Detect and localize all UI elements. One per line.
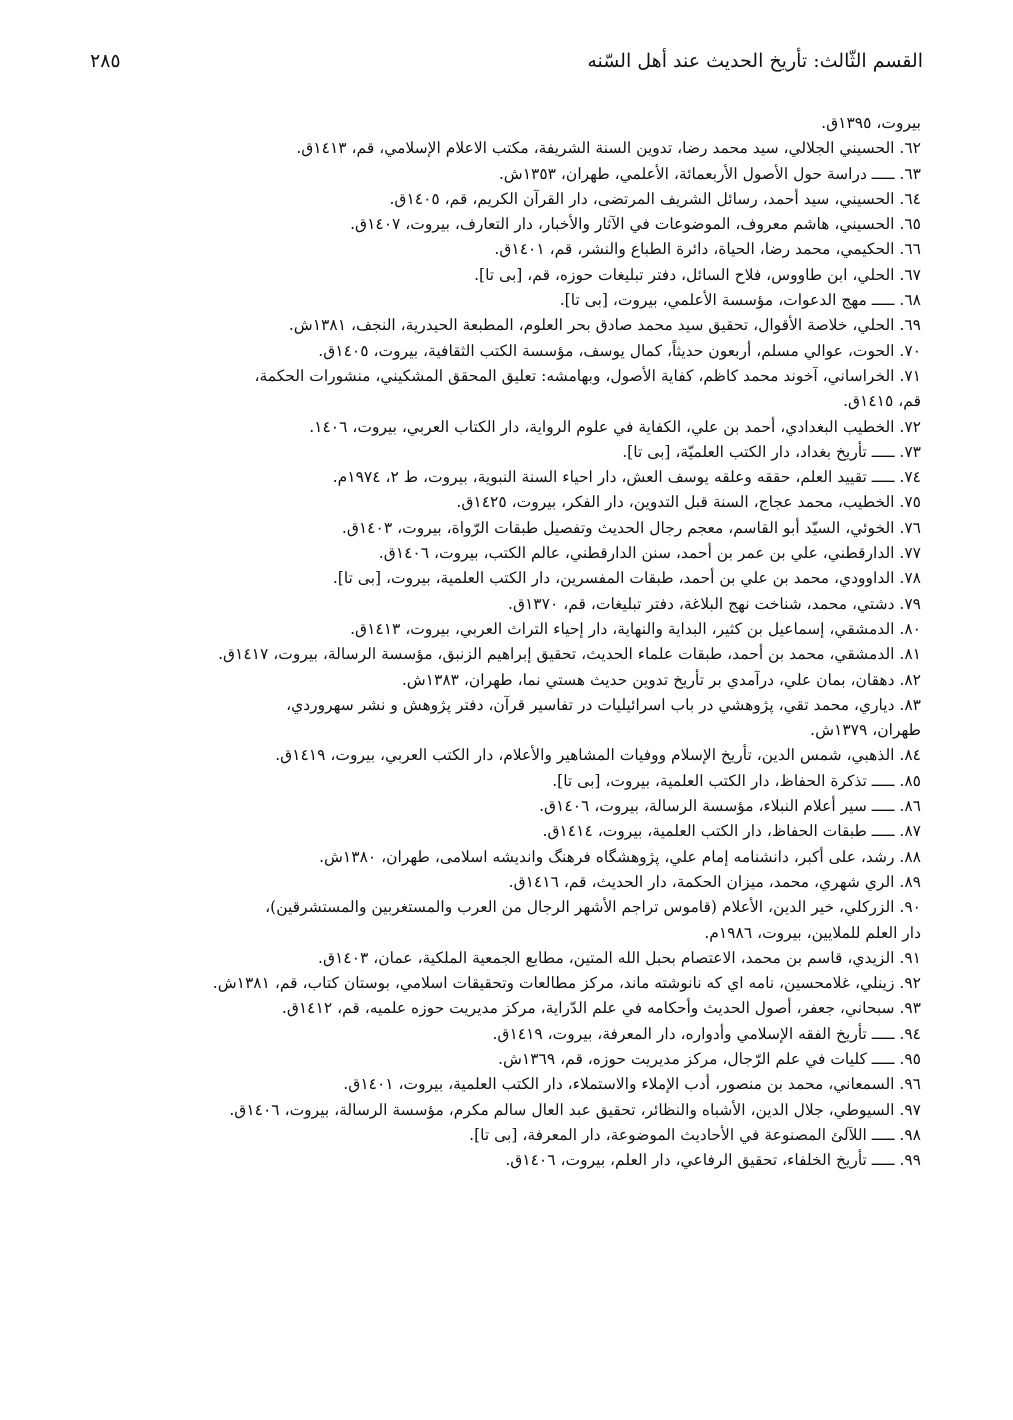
bibliography-line: ٧٥. الخطيب، محمد عجاج، السنة قبل التدوين، دار الفكر، بيروت، ١٤٢٥ق. [456,493,921,512]
bibliography-line: ٦٩. الحلي، خلاصة الأقوال، تحقيق سيد محمد صادق بحر العلوم، المطبعة الحيدرية، النجف، ١٣٨١ش. [288,316,921,335]
bibliography-line: ٧٤. ـــــ تقييد العلم، حققه وعلقه يوسف العش، دار احياء السنة النبوية، بيروت، ط ٢، ١٩٧٤م. [332,468,921,487]
bibliography-line: ٧١. الخراساني، آخوند محمد كاظم، كفاية الأصول، وبهامشه: تعليق المحقق المشكيني، منشورات الحكمة، [254,366,921,385]
bibliography-line: ٦٧. الحلي، ابن طاووس، فلاح السائل، دفتر تبليغات حوزه، قم، [بى تا]. [474,265,921,284]
bibliography-line: ٩٦. السمعاني، محمد بن منصور، أدب الإملاء والاستملاء، دار الكتب العلمية، بيروت، ١٤٠١ق. [343,1075,921,1094]
bibliography-line: ٦٨. ـــــ مهج الدعوات، مؤسسة الأعلمي، بيروت، [بى تا]. [559,291,921,310]
bibliography-line: ٦٢. الحسيني الجلالي، سيد محمد رضا، تدوين السنة الشريفة، مكتب الاعلام الإسلامي، قم، ١٤١٣ق. [296,139,921,158]
bibliography-line: دار العلم للملايين، بيروت، ١٩٨٦م. [704,923,921,942]
bibliography-line: ٩٤. ـــــ تأريخ الفقه الإسلامي وأدواره، دار المعرفة، بيروت، ١٤١٩ق. [492,1024,921,1043]
bibliography-line: قم، ١٤١٥ق. [843,392,921,411]
bibliography-line: ٨٩. الري شهري، محمد، ميزان الحكمة، دار الحديث، قم، ١٤١٦ق. [508,872,921,891]
bibliography-list [81,111,921,1173]
bibliography-line: ٨٠. الدمشقي، إسماعيل بن كثير، البداية والنهاية، دار إحياء التراث العربي، بيروت، ١٤١٣ق. [350,619,921,638]
bibliography-line: ٩٥. ـــــ كليات في علم الرّجال، مركز مديريت حوزه، قم، ١٣٦٩ش. [498,1049,921,1068]
bibliography-line: ٩٣. سبحاني، جعفر، أصول الحديث وأحكامه في علم الدّراية، مركز مديريت حوزه علميه، قم، ١٤١٢ق. [281,999,921,1018]
bibliography-line: ٩٩. ـــــ تأريخ الخلفاء، تحقيق الرفاعي، دار العلم، بيروت، ١٤٠٦ق. [505,1151,921,1170]
bibliography-line: ٦٣. ـــــ دراسة حول الأصول الأربعمائة، الأعلمي، طهران، ١٣٥٣ش. [498,164,921,183]
bibliography-line: ٨٥. ـــــ تذكرة الحفاظ، دار الكتب العلمية، بيروت، [بى تا]. [552,771,921,790]
running-title: القسم الثّالث: تأريخ الحديث عند أهل السّنه [587,50,923,72]
bibliography-line: ٦٥. الحسيني، هاشم معروف، الموضوعات في الآثار والأخبار، دار التعارف، بيروت، ١٤٠٧ق. [350,215,921,234]
bibliography-line: ٨٨. رشد، على أكبر، دانشنامه إمام علي، پژوهشگاه فرهنگ واندیشه اسلامی، طهران، ١٣٨٠ش. [319,847,921,866]
bibliography-line: ٧٠. الحوت، عوالي مسلم، أربعون حديثاً، كمال يوسف، مؤسسة الكتب الثقافية، بيروت، ١٤٠٥ق. [318,341,921,360]
bibliography-line: ٧٧. الدارقطني، علي بن عمر بن أحمد، سنن الدارقطني، عالم الكتب، بيروت، ١٤٠٦ق. [378,544,921,563]
bibliography-line: ٧٩. دشتي، محمد، شناخت نهج البلاغة، دفتر تبليغات، قم، ١٣٧٠ق. [508,594,921,613]
bibliography-line: ٧٨. الداوودي، محمد بن علي بن أحمد، طبقات المفسرين، دار الكتب العلمية، بيروت، [بى تا]. [332,569,921,588]
bibliography-line: ٦٤. الحسيني، سيد أحمد، رسائل الشريف المرتضى، دار القرآن الكريم، قم، ١٤٠٥ق. [389,189,921,208]
bibliography-line: ٩٢. زينلي، غلامحسين، نامه اي كه نانوشته ماند، مركز مطالعات وتحقيقات اسلامي، بوستان كتاب، قم، ١٣٨١ش. [212,974,921,993]
bibliography-line: بيروت، ١٣٩٥ق. [821,114,921,132]
bibliography-line: ٨٢. دهقان، بمان علي، درآمدي بر تأريخ تدوين حديث هستي نما، طهران، ١٣٨٣ش. [401,670,921,689]
bibliography-line: ٨٣. دياري، محمد تقي، پژوهشي در باب اسرائيليات در تفاسير قرآن، دفتر پژوهش و نشر سهروردي، [286,695,921,714]
bibliography-line: ٧٦. الخوئي، السيّد أبو القاسم، معجم رجال الحديث وتفصيل طبقات الرّواة، بيروت، ١٤٠٣ق. [341,518,921,537]
bibliography-line: ٩١. الزيدي، قاسم بن محمد، الاعتصام بحبل الله المتين، مطابع الجمعية الملكية، عمان، ١٤٠٣ق. [318,948,921,967]
bibliography-line: ٩٠. الزركلي، خير الدين، الأعلام (قاموس تراجم الأشهر الرجال من العرب والمستغربين والمستشرقين)، [265,898,921,917]
bibliography-line: ٨٧. ـــــ طبقات الحفاظ، دار الكتب العلمية، بيروت، ١٤١٤ق. [542,822,921,841]
bibliography-line: ٦٦. الحكيمي، محمد رضا، الحياة، دائرة الطباع والنشر، قم، ١٤٠١ق. [494,240,921,259]
bibliography-line: طهران، ١٣٧٩ش. [810,721,921,740]
bibliography-line: ٧٢. الخطيب البغدادي، أحمد بن علي، الكفاية في علوم الرواية، دار الكتاب العربي، بيروت، ١٤٠٦. [309,417,921,436]
bibliography-line: ٨١. الدمشقي، محمد بن أحمد، طبقات علماء الحديث، تحقيق إبراهيم الزنبق، مؤسسة الرسالة، بيروت، ١٤١٧ق. [218,645,921,664]
bibliography-line: ٧٣. ـــــ تأريخ بغداد، دار الكتب العلميّة، [بى تا]. [622,442,921,461]
page-header [90,46,923,76]
page-number: ٢٨٥ [90,50,121,72]
bibliography-line: ٩٨. ـــــ اللآلئ المصنوعة في الأحاديث الموضوعة، دار المعرفة، [بى تا]. [469,1125,921,1144]
bibliography-line: ٨٤. الذهبي، شمس الدين، تأريخ الإسلام ووفيات المشاهير والأعلام، دار الكتب العربي، بيروت، ١٤١٩ق. [275,746,921,765]
bibliography-line: ٩٧. السيوطي، جلال الدين، الأشباه والنظائر، تحقيق عبد العال سالم مكرم، مؤسسة الرسالة، بيروت، ١٤٠٦ق. [229,1100,921,1119]
bibliography-line: ٨٦. ـــــ سير أعلام النبلاء، مؤسسة الرسالة، بيروت، ١٤٠٦ق. [539,797,921,816]
